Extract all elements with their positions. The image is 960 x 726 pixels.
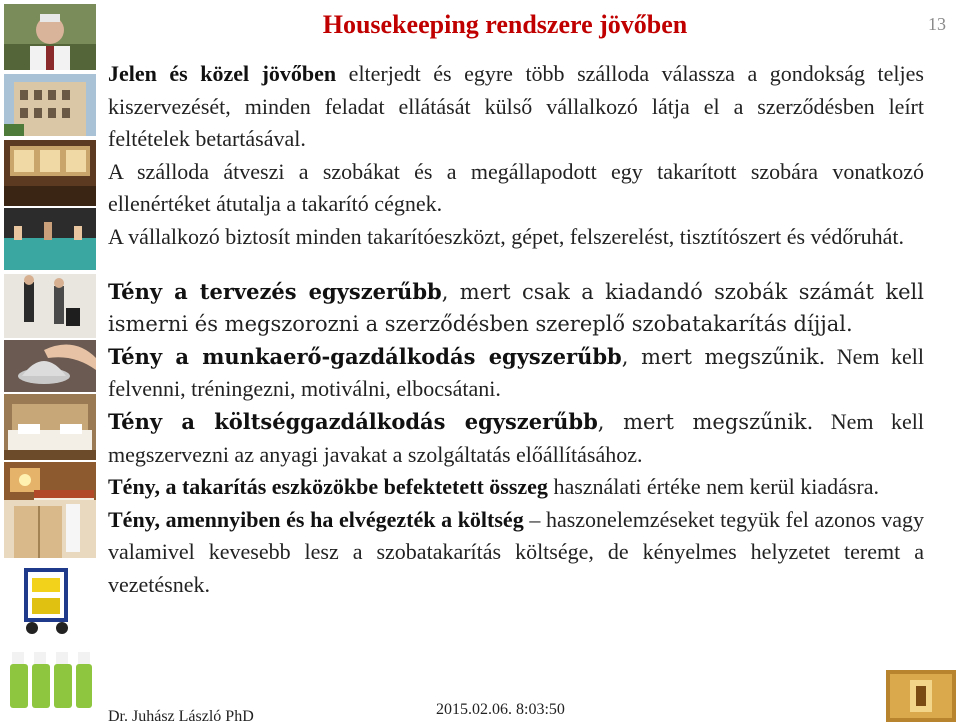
fact-3-text-b: Nem kell megszervezni az anyagi javakat a szolgáltatás előállításához.	[108, 408, 924, 467]
intro-text-3: A vállalkozó biztosít minden takarítóeszközt, gépet, felszerelést, tisztítószert és védőruhát.	[108, 223, 905, 249]
footer-author: Dr. Juhász László PhD	[108, 708, 254, 725]
guests-luggage-image	[4, 274, 96, 338]
wardrobe-image	[4, 500, 96, 558]
intro-bold-lead: Jelen és közel jövőben	[108, 61, 337, 86]
slide-body	[108, 58, 924, 602]
photo-strip	[0, 0, 100, 726]
paragraph-facts	[108, 276, 924, 602]
hotel-building-image	[4, 74, 96, 136]
hotel-lobby-image	[4, 140, 96, 206]
slide-title: Housekeeping rendszere jövőben	[322, 10, 688, 39]
footer-datetime: 2015.02.06. 8:03:50	[436, 701, 565, 718]
fact-1-text: , mert csak a kiadandó szobák számát kell ismerni és megszorozni a szerződésben szereplő szobatakarítás díjjal.	[108, 279, 924, 337]
fact-2-text: , mert megszűnik.	[621, 344, 826, 369]
intro-text-1: elterjedt és egyre több szálloda válassza a gondokság teljes kiszervezését, minden feladat ellátását külső vállalkozó látja el a szerződésben leírt feltételek betartásával.	[108, 61, 924, 152]
hotel-corridor-image	[886, 670, 956, 722]
fact-1-bold: Tény a tervezés egyszerűbb	[108, 278, 442, 304]
hotel-room-image	[4, 394, 96, 460]
fact-5-bold: Tény, amennyiben és ha elvégezték a költség	[108, 506, 524, 532]
fact-3-bold: Tény a költséggazdálkodás egyszerűbb	[108, 408, 598, 434]
fact-3-text: , mert megszűnik.	[597, 409, 814, 434]
fact-4-text: használati értéke nem kerül kiadásra.	[547, 474, 880, 500]
paragraph-intro	[108, 58, 924, 254]
cleaning-cart-image	[4, 560, 96, 642]
service-bell-image	[4, 340, 96, 392]
intro-text-2: A szálloda átveszi a szobákat és a megállapodott egy takarított szobára vonatkozó ellenértéket átutalja a takarító cégnek.	[108, 158, 924, 217]
fact-2-bold: Tény a munkaerő-gazdálkodás egyszerűbb	[108, 343, 622, 369]
page-number: 13	[928, 14, 946, 34]
cleaning-products-image	[4, 646, 96, 712]
fact-2-text-b: Nem kell felvenni, tréningezni, motiválni, elbocsátani.	[108, 343, 924, 402]
fact-5-text: – haszonelemzéseket tegyük fel azonos vagy valamivel kevesebb lesz a szobatakarítás költsége, de kényelmes helyzetet teremt a vezetésnek.	[108, 506, 924, 597]
reception-desk-image	[4, 208, 96, 270]
fact-4-bold: Tény, a takarítás eszközökbe befektetett összeg	[108, 474, 548, 500]
